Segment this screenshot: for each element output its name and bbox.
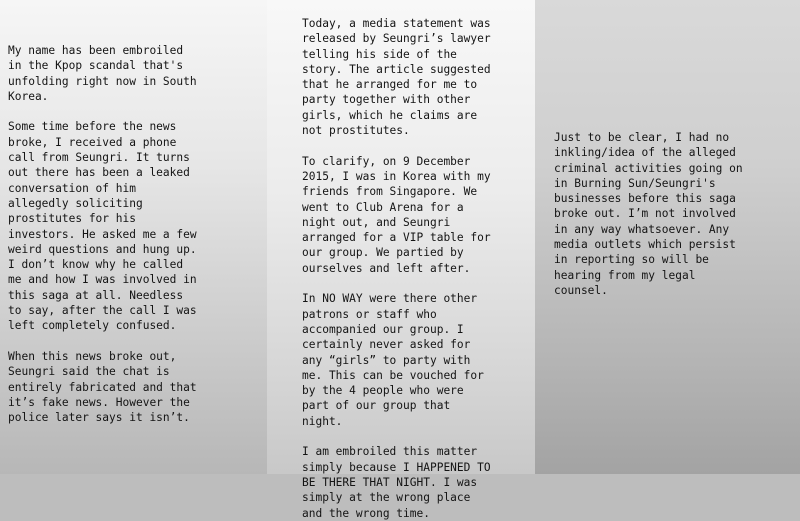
paragraph: When this news broke out, Seungri said the chat is entirely fabricated and that it’s fake news. However the police later says it isn’t. [8,349,197,425]
paragraph: My name has been embroiled in the Kpop scandal that's unfolding right now in South Korea. [8,44,197,103]
paragraph: I am embroiled this matter simply because I HAPPENED TO BE THERE THAT NIGHT. I was simply at the wrong place and the wrong time. [302,445,491,520]
paragraph: Today, a media statement was released by Seungri’s lawyer telling his side of the story. The article suggested that he arranged for me to party together with other girls, which he claims are not prostitutes. [302,17,491,138]
statement-panel-1 [0,0,267,474]
paragraph: In NO WAY were there other patrons or staff who accompanied our group. I certainly never asked for any “girls” to party with me. This can be vouched for by the 4 people who were part of our group that night. [302,292,484,428]
statement-panel-2 [267,0,535,520]
paragraph: To clarify, on 9 December 2015, I was in Korea with my friends from Singapore. We went to Club Arena for a night out, and Seungri arranged for a VIP table for our group. We partied by ourselves and left after. [302,154,491,275]
paragraph: Just to be clear, I had no inkling/idea of the alleged criminal activities going on in Burning Sun/Seungri's businesses before this saga broke out. I’m not involved in any way whatsoever. Any media outlets which persist in reporting so will be hearing from my legal counsel. [554,131,743,297]
paragraph: Some time before the news broke, I received a phone call from Seungri. It turns out there has been a leaked conversation of him allegedly soliciting prostitutes for his investors. He asked me a few weird questions and hung up. I don’t know why he called me and how I was involved in this saga at all. Needless to say, after the call I was left completely confused. [8,120,197,333]
statement-panel-3 [535,0,800,474]
